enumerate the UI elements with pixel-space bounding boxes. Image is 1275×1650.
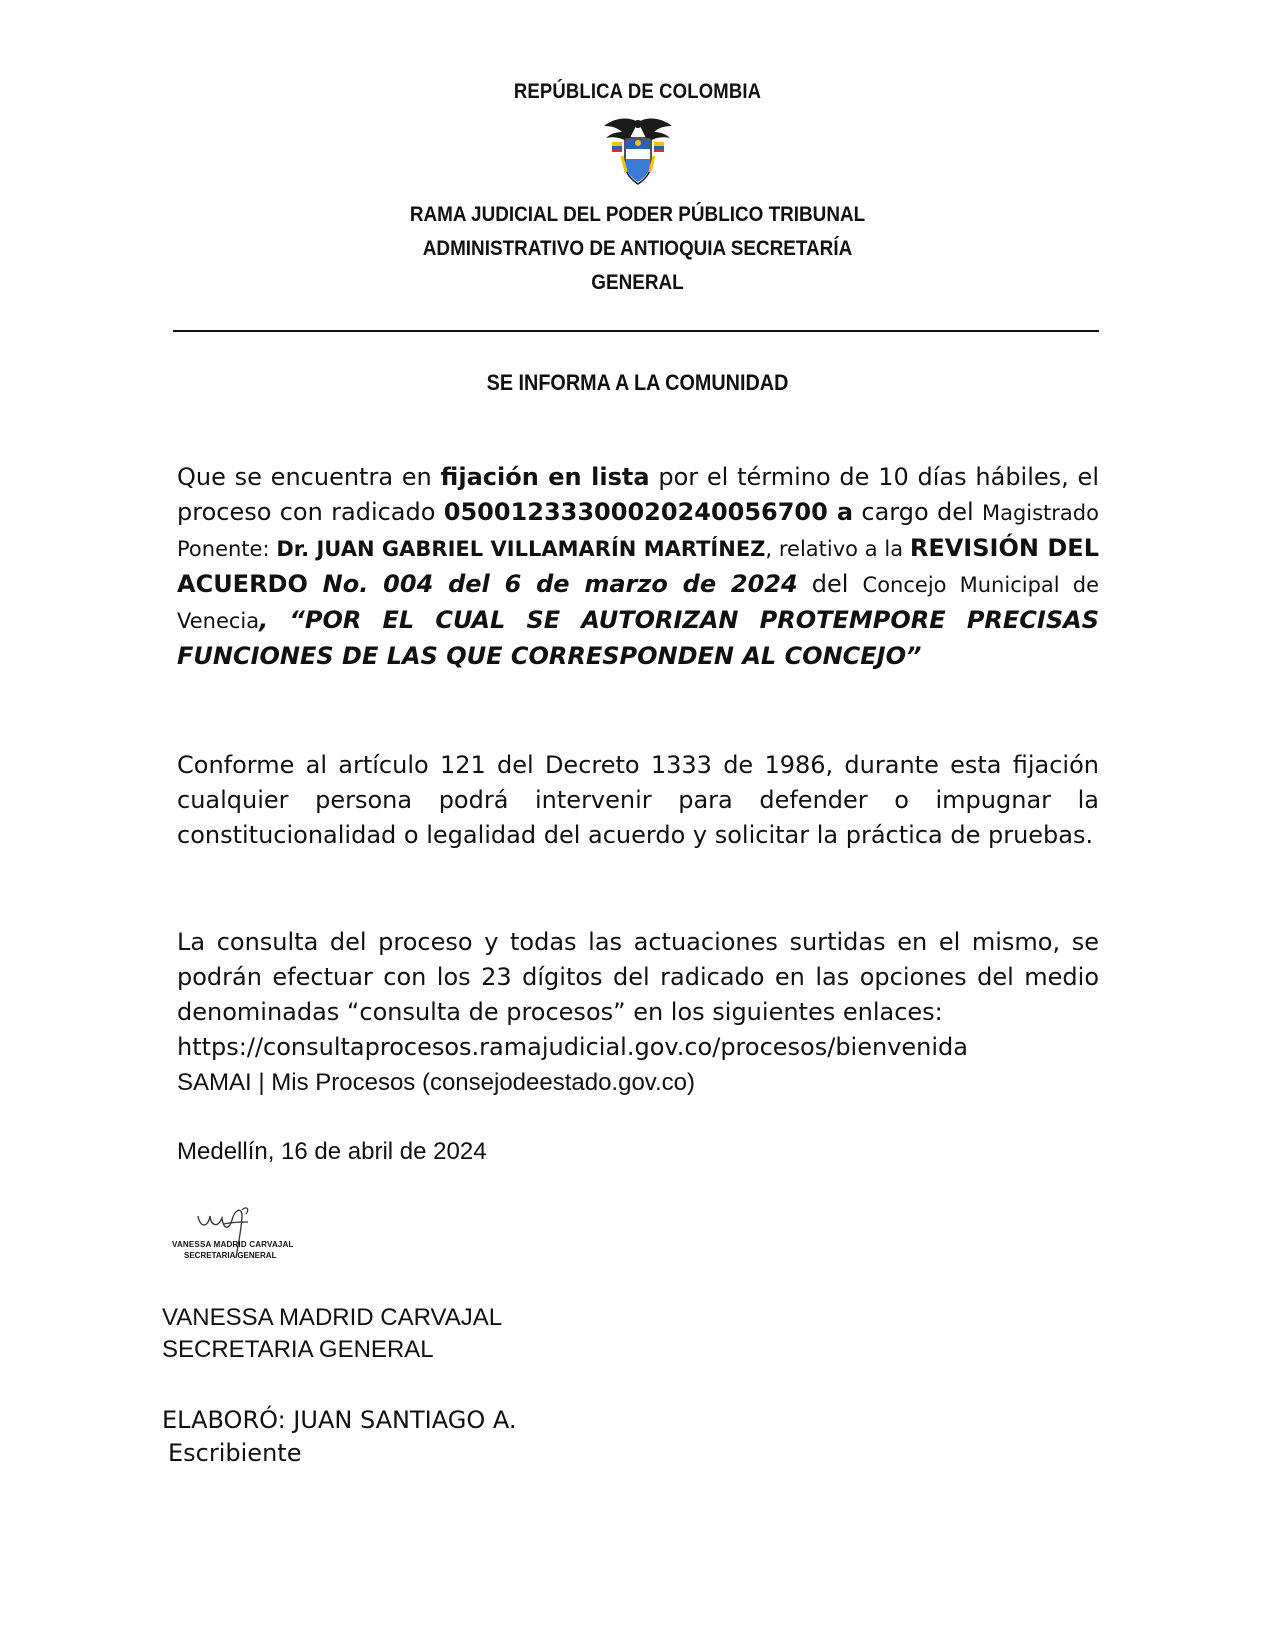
entity-line: ADMINISTRATIVO DE ANTIOQUIA SECRETARÍA: [422, 237, 853, 260]
author-block: [162, 1404, 516, 1470]
bold-span: REVISIÓN DEL ACUERDO: [177, 534, 1099, 598]
link-samai[interactable]: SAMAI | Mis Procesos (consejodeestado.gov.co): [177, 1069, 696, 1096]
stamp-role: SECRETARIA GENERAL: [184, 1251, 277, 1260]
document-date: Medellín, 16 de abril de 2024: [177, 1138, 487, 1165]
signer-block: [162, 1302, 502, 1366]
signature-stamp: [160, 1198, 300, 1268]
link-consulta-procesos[interactable]: https://consultaprocesos.ramajudicial.gov.co/procesos/bienvenida: [177, 1033, 968, 1061]
text-span: Que se encuentra en: [177, 463, 441, 491]
text-span: , relativo a la: [765, 537, 910, 561]
text-span: Concejo Municipal de Venecia: [177, 573, 1099, 633]
consult-text: La consulta del proceso y todas las actuaciones surtidas en el mismo, se podrán efectuar con los 23 dígitos del radicado en las opciones del medio denominadas “consulta de procesos” en los siguientes enlaces:: [177, 928, 1099, 1026]
text-span: Magistrado Ponente:: [177, 501, 1099, 561]
text-span: del: [797, 570, 863, 598]
entity-name: [64, 198, 1212, 300]
case-number: 05001233300020240056700 a: [443, 498, 854, 526]
text-span: cargo del: [853, 498, 982, 526]
notice-paragraph-3: [177, 925, 1099, 1100]
header-divider: [173, 330, 1099, 332]
entity-line: RAMA JUDICIAL DEL PODER PÚBLICO TRIBUNAL: [409, 203, 866, 226]
author-role: Escribiente: [168, 1439, 302, 1467]
colombia-coat-of-arms-icon: [598, 112, 678, 192]
signer-name: VANESSA MADRID CARVAJAL: [162, 1304, 503, 1331]
text-span: por el término de 10 días hábiles, el proceso con radicado: [177, 463, 1099, 526]
notice-paragraph-2: Conforme al artículo 121 del Decreto 1333 de 1986, durante esta fijación cualquier persona podrá intervenir para defender o impugnar la constitucionalidad o legalidad del acuerdo y solicitar la práctica de pruebas.: [177, 751, 1099, 849]
bold-span: fijación en lista: [440, 463, 650, 491]
agreement-number: No. 004 del 6 de marzo de 2024: [307, 570, 798, 598]
agreement-title: , “POR EL CUAL SE AUTORIZAN PROTEMPORE PRECISAS FUNCIONES DE LAS QUE CORRESPONDEN AL CONCEJO”: [177, 606, 1099, 670]
country-name: REPÚBLICA DE COLOMBIA: [513, 80, 762, 103]
document-header: [0, 80, 1275, 300]
signer-role: SECRETARIA GENERAL: [162, 1336, 434, 1363]
notice-paragraph-1: [177, 460, 1099, 674]
entity-line: GENERAL: [591, 271, 684, 294]
notice-title: SE INFORMA A LA COMUNIDAD: [486, 370, 789, 395]
stamp-name: VANESSA MADRID CARVAJAL: [172, 1240, 294, 1249]
author-line: ELABORÓ: JUAN SANTIAGO A.: [162, 1406, 517, 1434]
magistrate-name: Dr. JUAN GABRIEL VILLAMARÍN MARTÍNEZ: [276, 537, 766, 561]
